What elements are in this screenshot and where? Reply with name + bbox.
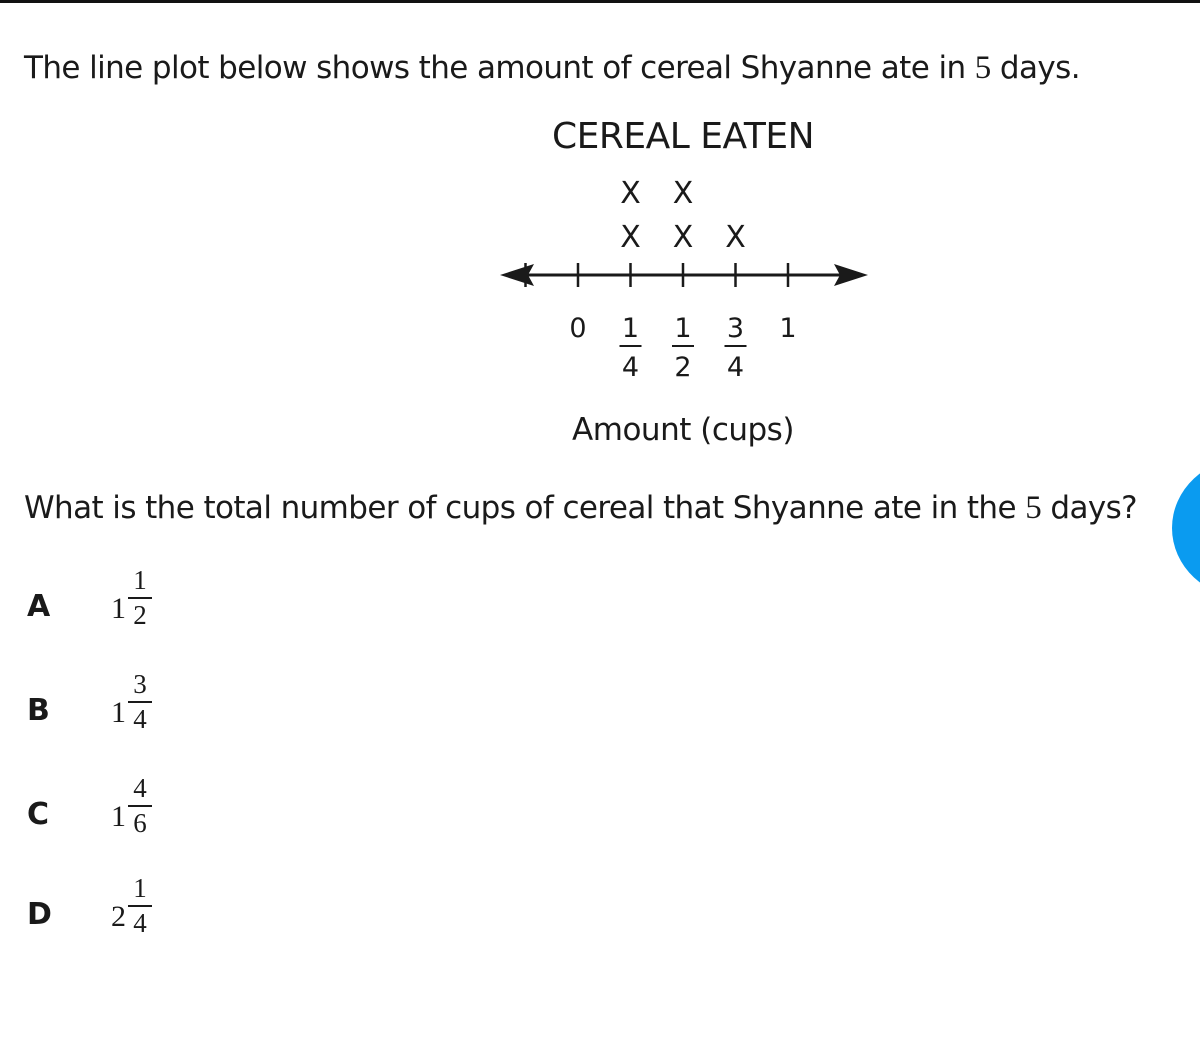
mixed-number: [111, 773, 191, 863]
denominator: 4: [133, 704, 147, 734]
tick-label-denominator: 2: [674, 352, 692, 383]
intro-text-start: The line plot below shows the amount of cereal Shyanne ate in: [24, 50, 975, 86]
tick-label-numerator: 1: [621, 313, 640, 344]
mixed-number: [111, 669, 191, 759]
number-line: [500, 263, 868, 287]
question-text-start: What is the total number of cups of cereal that Shyanne ate in the: [24, 490, 1026, 526]
tick-label: [569, 313, 586, 344]
whole-part: 1: [111, 800, 126, 833]
tick-label-numerator: 1: [674, 313, 692, 344]
floating-action-button[interactable]: [1172, 458, 1200, 598]
x-mark: X: [672, 176, 694, 211]
x-marks: [620, 176, 746, 255]
x-mark: X: [620, 220, 641, 255]
tick-labels: [569, 313, 796, 383]
tick-label-value: 1: [779, 313, 797, 344]
tick-label: [672, 313, 694, 383]
denominator: 6: [133, 808, 147, 838]
choice-letter: D: [27, 897, 52, 932]
tick-label: [779, 313, 796, 344]
denominator: 2: [133, 600, 147, 630]
fraction: [128, 873, 152, 938]
line-plot: [490, 175, 890, 395]
whole-part: 1: [111, 592, 126, 625]
numerator: 1: [133, 565, 147, 595]
question-text-end: days?: [1041, 490, 1138, 526]
fraction: [128, 669, 152, 734]
fraction-bar: [128, 597, 152, 599]
tick-label-value: 0: [569, 313, 587, 344]
x-mark: X: [725, 220, 746, 255]
whole-part: 2: [111, 900, 126, 933]
mixed-number: [111, 873, 191, 963]
mixed-number: [111, 565, 191, 655]
numerator: 4: [133, 773, 147, 803]
fraction: [128, 565, 152, 630]
whole-part: 1: [111, 696, 126, 729]
x-mark: X: [672, 220, 694, 255]
plot-x-axis-label: Amount (cups): [572, 412, 794, 448]
intro-days-number: 5: [974, 50, 991, 86]
tick-label-numerator: 3: [726, 313, 745, 344]
tick-label-denominator: 4: [726, 352, 745, 383]
question-days-number: 5: [1025, 490, 1042, 526]
choice-letter: C: [27, 797, 50, 832]
fraction-bar: [128, 805, 152, 807]
x-mark: X: [620, 176, 641, 211]
numerator: 3: [133, 669, 147, 699]
question-text: [24, 490, 1137, 527]
denominator: 4: [133, 908, 147, 938]
choice-letter: B: [27, 693, 50, 728]
choice-letter: A: [27, 589, 51, 624]
fraction-bar: [128, 905, 152, 907]
top-border: [0, 0, 1200, 3]
tick-label: [725, 313, 747, 383]
tick-label: [620, 313, 642, 383]
fraction: [128, 773, 152, 838]
plot-title: CEREAL EATEN: [551, 116, 814, 157]
intro-text: [24, 50, 1080, 87]
fraction-bar: [128, 701, 152, 703]
numerator: 1: [133, 873, 147, 903]
tick-label-denominator: 4: [621, 352, 640, 383]
intro-text-end: days.: [990, 50, 1080, 86]
